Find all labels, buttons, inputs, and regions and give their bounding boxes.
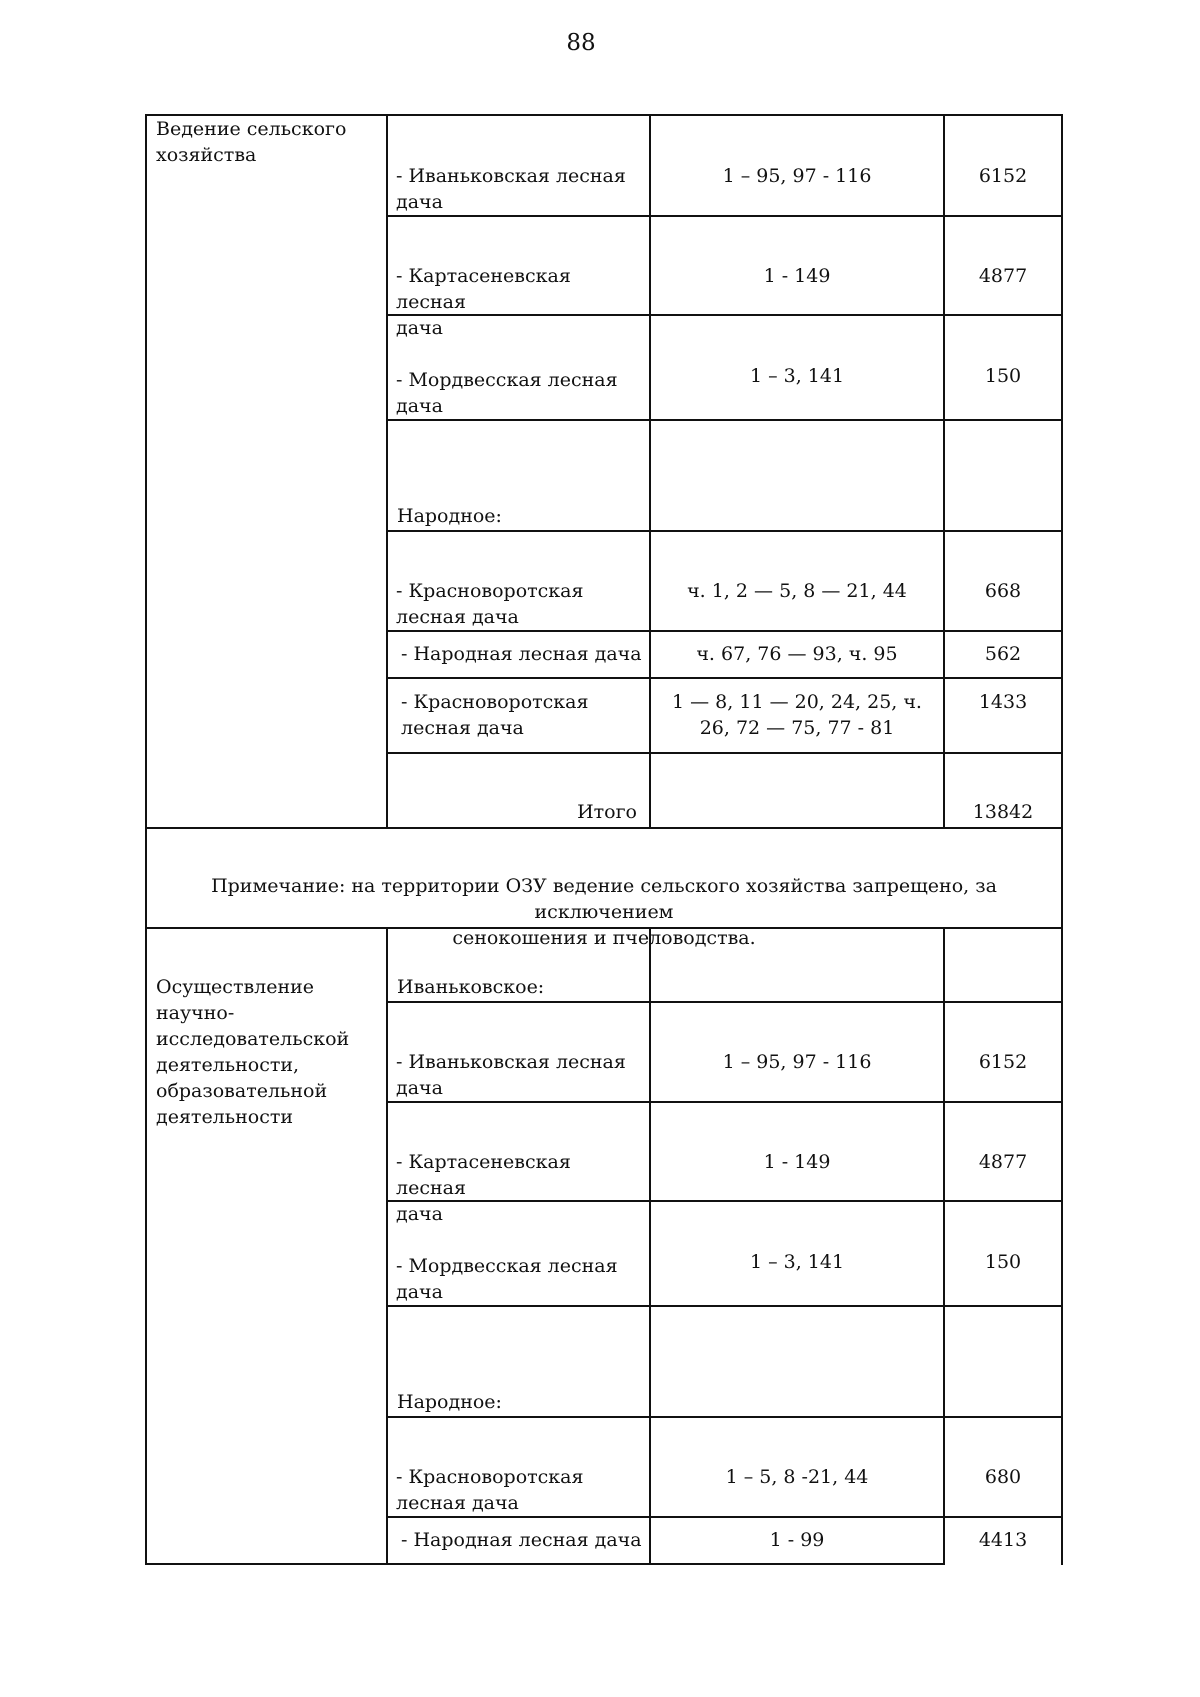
area-value: 562 (984, 643, 1022, 665)
activity-label: Ведение сельского хозяйства (156, 118, 347, 166)
region-label: Иваньковское: (397, 976, 545, 998)
table-border-right (1061, 827, 1063, 929)
region-label: Народное: (397, 1391, 502, 1413)
total-value: 13842 (972, 801, 1034, 823)
area-value: 4877 (978, 1151, 1028, 1173)
row-divider (386, 630, 1063, 632)
quarters-value: 1 – 3, 141 (749, 365, 845, 387)
quarters-value: 1 — 8, 11 — 20, 24, 25, ч. 26, 72 — 75, 77 - 81 (672, 691, 922, 739)
forest-name: - Картасеневская лесная дача (396, 1151, 571, 1225)
forest-name: - Иваньковская лесная дача (396, 165, 626, 213)
table-border-right (1061, 114, 1063, 829)
row-divider (386, 1101, 1063, 1103)
quarters-value: 1 - 99 (769, 1529, 825, 1551)
table-border-right (1061, 927, 1063, 1565)
area-value: 150 (984, 365, 1022, 387)
area-value: 1433 (978, 691, 1028, 713)
row-divider (386, 215, 1063, 217)
row-divider (386, 1305, 1063, 1307)
column-divider (386, 927, 388, 1565)
row-divider (386, 752, 1063, 754)
quarters-value: ч. 1, 2 — 5, 8 — 21, 44 (687, 580, 907, 602)
activity-label: Осуществление научно- исследовательской деятельности, образовательной деятельности (156, 976, 350, 1128)
forest-name: - Красноворотская лесная дача (401, 691, 589, 739)
forest-name: - Народная лесная дача (401, 1529, 642, 1551)
area-value: 668 (984, 580, 1022, 602)
area-value: 680 (984, 1466, 1022, 1488)
note-text: Примечание: на территории ОЗУ ведение сельского хозяйства запрещено, за исключением сенокошения и пчеловодства. (211, 875, 997, 949)
area-value: 6152 (978, 165, 1028, 187)
forest-name: - Красноворотская лесная дача (396, 580, 584, 628)
quarters-value: ч. 67, 76 — 93, ч. 95 (696, 643, 898, 665)
forest-name: - Картасеневская лесная дача (396, 265, 571, 339)
area-value: 4413 (978, 1529, 1028, 1551)
section-divider (145, 827, 1063, 829)
quarters-value: 1 - 149 (763, 265, 831, 287)
forest-name: - Иваньковская лесная дача (396, 1051, 626, 1099)
column-divider (386, 114, 388, 829)
quarters-value: 1 – 5, 8 -21, 44 (725, 1466, 869, 1488)
forest-name: - Народная лесная дача (401, 643, 642, 665)
forest-name: - Красноворотская лесная дача (396, 1466, 584, 1514)
row-divider (386, 677, 1063, 679)
row-divider (386, 530, 1063, 532)
quarters-value: 1 – 95, 97 - 116 (722, 1051, 872, 1073)
area-value: 4877 (978, 265, 1028, 287)
area-value: 6152 (978, 1051, 1028, 1073)
quarters-value: 1 – 95, 97 - 116 (722, 165, 872, 187)
forest-name: - Мордвесская лесная дача (396, 1255, 618, 1303)
row-divider (386, 1001, 1063, 1003)
row-divider (386, 1416, 1063, 1418)
column-divider (943, 114, 945, 829)
table-border-left (145, 114, 147, 1565)
region-label: Народное: (397, 505, 502, 527)
table-border-bottom (145, 1563, 945, 1565)
page-number: 88 (566, 30, 596, 56)
quarters-value: 1 - 149 (763, 1151, 831, 1173)
row-divider (386, 1516, 1063, 1518)
total-label: Итого (577, 801, 637, 823)
quarters-value: 1 – 3, 141 (749, 1251, 845, 1273)
row-divider (386, 419, 1063, 421)
area-value: 150 (984, 1251, 1022, 1273)
forest-name: - Мордвесская лесная дача (396, 369, 618, 417)
